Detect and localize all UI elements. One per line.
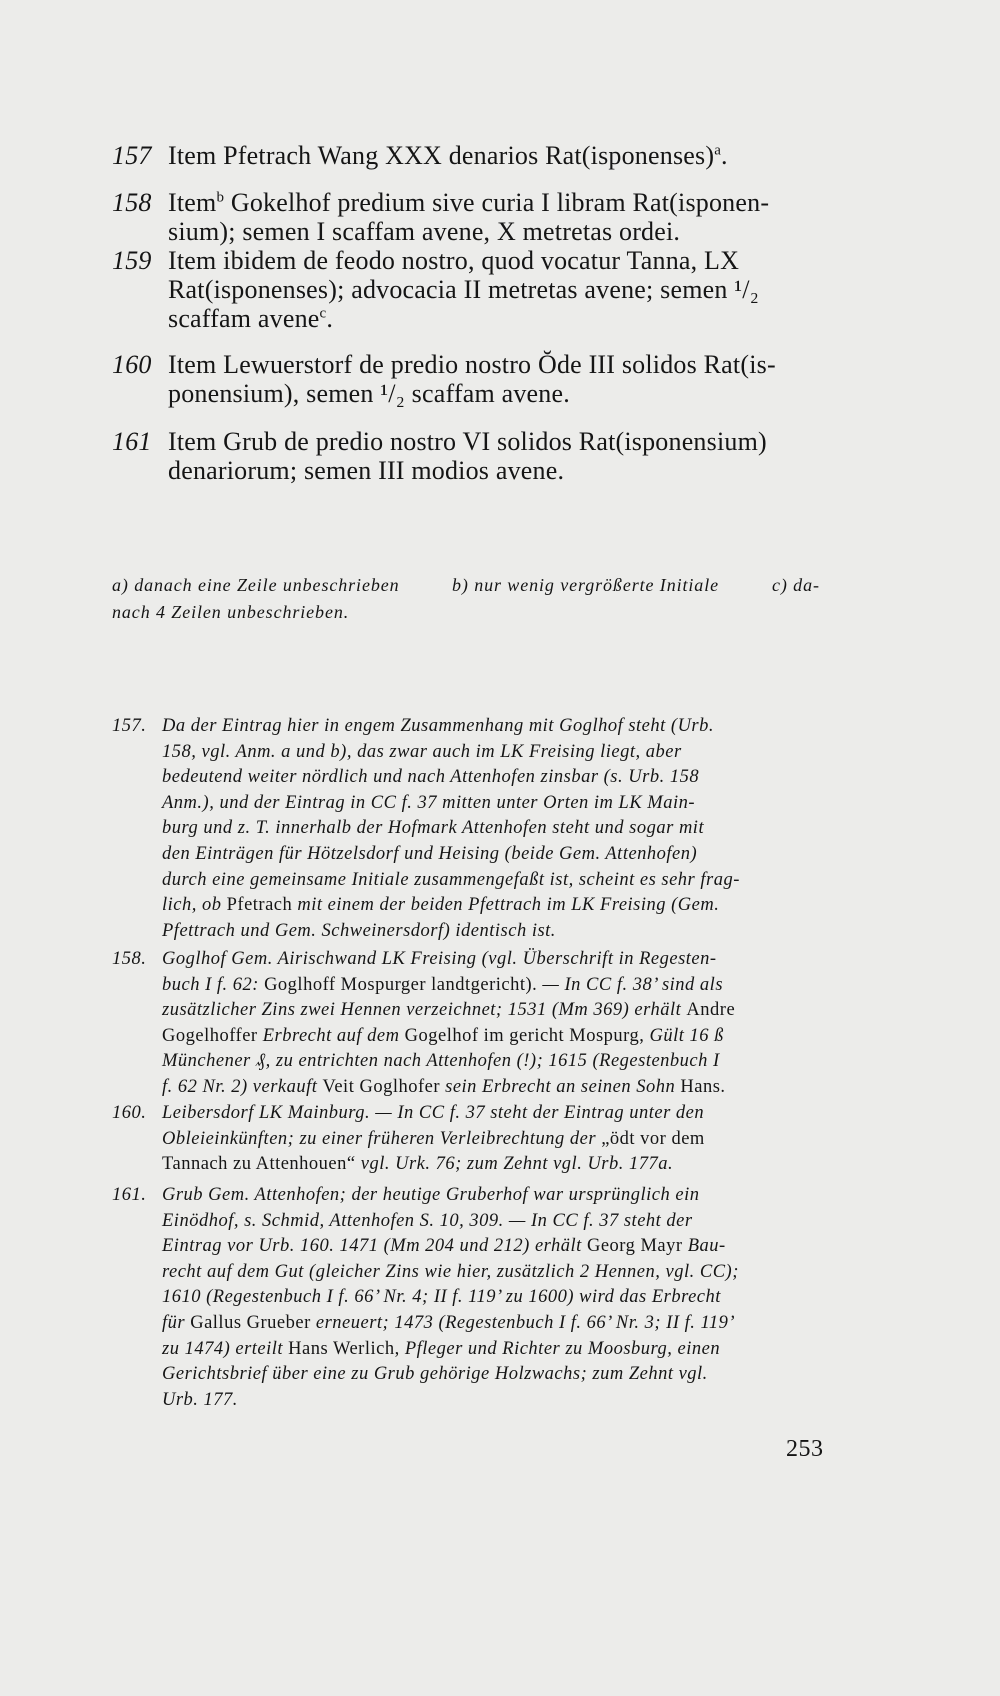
note-number: 161.: [112, 1185, 147, 1205]
apparatus-note-a: a) danach eine Zeile unbeschrieben: [112, 575, 400, 595]
entry-160: [112, 350, 832, 408]
note-160: [112, 1101, 836, 1178]
apparatus-note-b: b) nur wenig vergrößerte Initiale: [452, 575, 719, 595]
entry-157: [112, 141, 832, 170]
footnote-mark-c: c: [319, 305, 327, 322]
note-number: 160.: [112, 1103, 147, 1123]
note-number: 157.: [112, 716, 147, 736]
note-number: 158.: [112, 949, 147, 969]
entry-number: 158: [112, 188, 152, 217]
entry-number: 161: [112, 427, 152, 456]
entry-text: Item ibidem de feodo nostro, quod vocatur Tanna, LX Rat(isponenses); advocacia II metretas avene; semen ¹/₂ scaffam avene$^c$.: [168, 246, 759, 333]
entry-text: Item Pfetrach Wang XXX denarios Rat(isponenses)$^a$.: [168, 141, 728, 170]
note-161: [112, 1183, 836, 1413]
entry-number: 157: [112, 141, 152, 170]
note-text: Da der Eintrag hier in engem Zusammenhang mit Goglhof steht (Urb. 158, vgl. Anm. a und b), das zwar auch im LK Freising liegt, aber bedeutend weiter nördlich und nach Attenhofen zinsbar (s. Urb. 158 Anm.), und der Eintrag in CC f. 37 mitten unter Orten im LK Main- burg und z. T. innerhalb der Hofmark Attenhofen steht und sogar mit den Einträgen für Hötzelsdorf und Heising (beide Gem. Attenhofen) durch eine gemeinsame Initiale zusammengefaßt ist, scheint es sehr frag- lich, ob Pfetrach mit einem der beiden Pfettrach im LK Freising (Gem. Pfettrach und Gem. Schweinersdorf) identisch ist.: [162, 716, 740, 941]
footnote-mark-a: a: [714, 142, 722, 159]
note-text: Goglhof Gem. Airischwand LK Freising (vgl. Überschrift in Regesten- buch I f. 62: Goglhoff Mospurger landtgericht). — In CC f. 38’ sind als zusätzlicher Zins zwei Hennen verzeichnet; 1531 (Mm 369) erhält Andre Gogelhoffer Erbrecht auf dem Gogelhof im gericht Mospurg, Gült 16 ß Münchener ₰, zu entrichten nach Attenhofen (!); 1615 (Regestenbuch I f. 62 Nr. 2) verkauft Veit Goglhofer sein Erbrecht an seinen Sohn Hans.: [162, 949, 736, 1097]
note-text: Grub Gem. Attenhofen; der heutige Gruberhof war ursprünglich ein Einödhof, s. Schmid, Attenhofen S. 10, 309. — In CC f. 37 steht der Eintrag vor Urb. 160. 1471 (Mm 204 und 212) erhält Georg Mayr Bau- recht auf dem Gut (gleicher Zins wie hier, zusätzlich 2 Hennen, vgl. CC); 1610 (Regestenbuch I f. 66’ Nr. 4; II f. 119’ zu 1600) wird das Erbrecht für Gallus Grueber erneuert; 1473 (Regestenbuch I f. 66’ Nr. 3; II f. 119’ zu 1474) erteilt Hans Werlich, Pfleger und Richter zu Moosburg, einen Gerichtsbrief über eine zu Grub gehörige Holzwachs; zum Zehnt vgl. Urb. 177.: [162, 1185, 739, 1410]
page-number: 253: [786, 1436, 824, 1462]
entry-number: 159: [112, 246, 152, 275]
entry-text: Item Lewuerstorf de predio nostro Ŏde III solidos Rat(is- ponensium), semen ¹/₂ scaffam avene.: [168, 350, 776, 408]
footnote-mark-b: b: [216, 189, 225, 206]
entry-text: Item Grub de predio nostro VI solidos Rat(isponensium) denariorum; semen III modios avene.: [168, 427, 767, 485]
entry-158: [112, 188, 832, 246]
entry-number: 160: [112, 350, 152, 379]
note-text: Leibersdorf LK Mainburg. — In CC f. 37 steht der Eintrag unter den Obleieinkünften; zu einer früheren Verleibrechtung der „ödt vor dem Tannach zu Attenhouen“ vgl. Urk. 76; zum Zehnt vgl. Urb. 177a.: [162, 1103, 705, 1175]
entry-text: Item$^b$ Gokelhof predium sive curia I libram Rat(isponen- sium); semen I scaffam avene, X metretas ordei.: [168, 188, 770, 246]
note-157: [112, 714, 836, 944]
apparatus-note-c-cont: nach 4 Zeilen unbeschrieben.: [112, 602, 350, 622]
note-158: [112, 947, 836, 1101]
entry-159: [112, 246, 832, 333]
critical-apparatus: [112, 572, 832, 626]
entry-161: [112, 427, 832, 485]
apparatus-note-c: c) da-: [772, 575, 820, 595]
